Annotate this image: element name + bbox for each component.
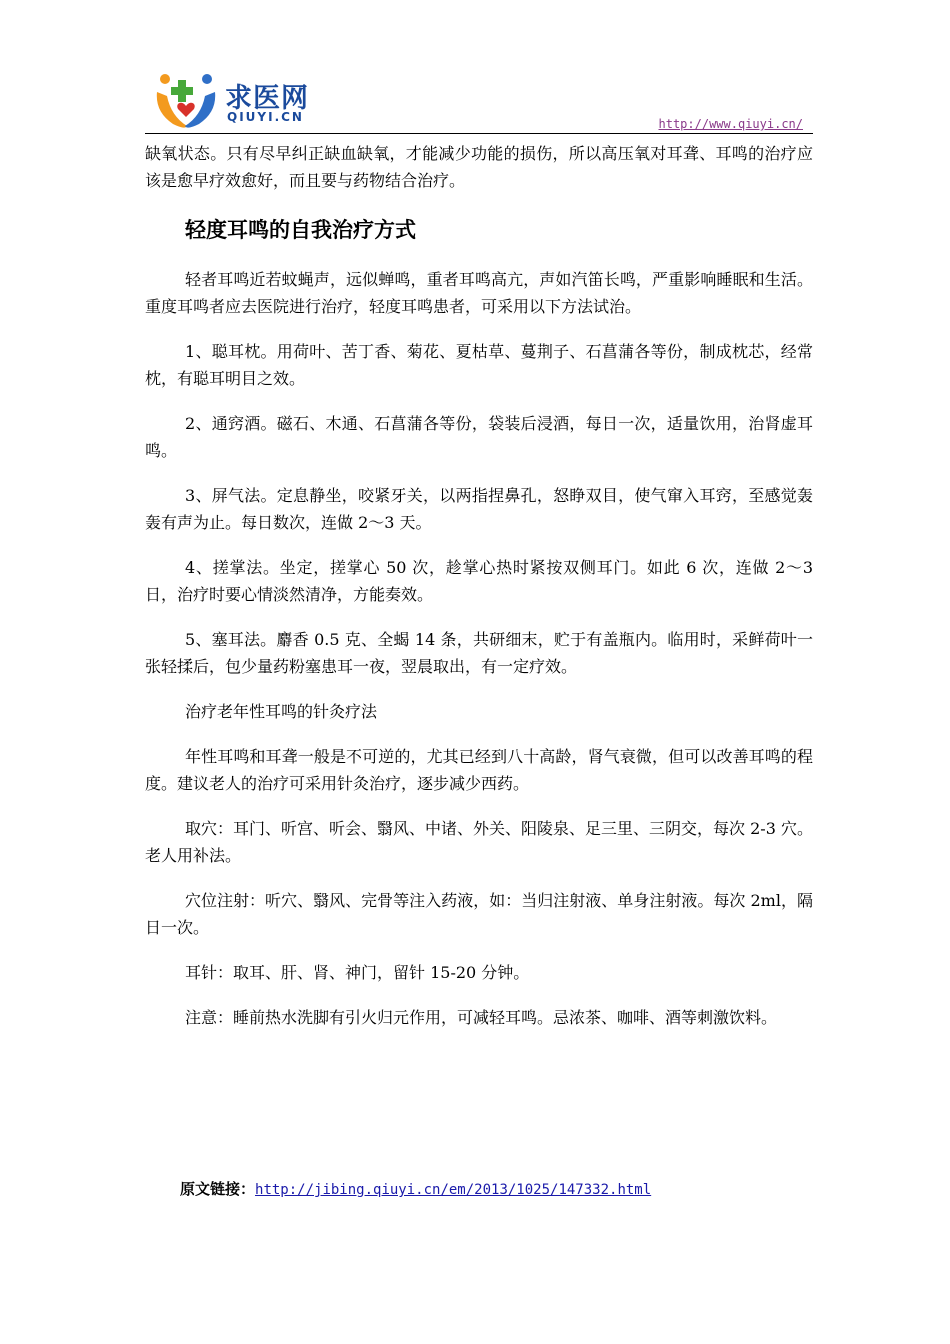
paragraph-continuation: 缺氧状态。只有尽早纠正缺血缺氧，才能减少功能的损伤，所以高压氧对耳聋、耳鸣的治疗应该是愈早疗效愈好，而且要与药物结合治疗。 [145,144,813,190]
paragraph-method-4: 4、搓掌法。坐定，搓掌心 50 次，趁掌心热时紧按双侧耳门。如此 6 次，连做 2～3 日，治疗时要心情淡然清净，方能奏效。 [145,558,813,604]
source-link[interactable]: http://jibing.qiuyi.cn/em/2013/1025/147332.html [255,1182,652,1198]
paragraph-subheading: 治疗老年性耳鸣的针灸疗法 [185,702,378,721]
paragraph-method-3: 3、屏气法。定息静坐，咬紧牙关，以两指捏鼻孔，怒睁双目，使气窜入耳窍，至感觉轰轰有声为止。每日数次，连做 2～3 天。 [145,486,813,532]
header-divider [145,133,813,134]
paragraph-method-5: 5、塞耳法。麝香 0.5 克、全蝎 14 条，共研细末，贮于有盖瓶内。临用时，采鲜荷叶一张轻揉后，包少量药粉塞患耳一夜，翌晨取出，有一定疗效。 [145,630,813,676]
paragraph-elderly: 年性耳鸣和耳聋一般是不可逆的，尤其已经到八十高龄，肾气衰微，但可以改善耳鸣的程度。建议老人的治疗可采用针灸治疗，逐步减少西药。 [145,747,813,793]
section-heading: 轻度耳鸣的自我治疗方式 [185,218,416,242]
article-body [145,140,813,1031]
logo-text-chinese: 求医网 [225,83,309,114]
paragraph-injection: 穴位注射：听穴、翳风、完骨等注入药液，如：当归注射液、单身注射液。每次 2ml，隔日一次。 [145,891,813,937]
page-header [145,62,813,134]
paragraph-intro: 轻者耳鸣近若蚊蝇声，远似蝉鸣，重者耳鸣高亢，声如汽笛长鸣，严重影响睡眠和生活。重度耳鸣者应去医院进行治疗，轻度耳鸣患者，可采用以下方法试治。 [145,270,813,316]
source-link-label: 原文链接： [180,1180,256,1198]
logo-text-english: QIUYI.CN [227,110,304,124]
source-link-footer [180,1178,651,1199]
qiuyi-logo-icon [151,70,221,130]
paragraph-method-2: 2、通窍酒。磁石、木通、石菖蒲各等份，袋装后浸酒，每日一次，适量饮用，治肾虚耳鸣。 [145,414,813,460]
paragraph-notice: 注意：睡前热水洗脚有引火归元作用，可减轻耳鸣。忌浓茶、咖啡、酒等刺激饮料。 [185,1008,778,1027]
site-logo[interactable] [151,68,331,130]
paragraph-acupoints: 取穴：耳门、听宫、听会、翳风、中诸、外关、阳陵泉、足三里、三阴交，每次 2-3 穴。老人用补法。 [145,819,813,865]
paragraph-ear-needle: 耳针：取耳、肝、肾、神门，留针 15-20 分钟。 [185,963,530,982]
paragraph-method-1: 1、聪耳枕。用荷叶、苦丁香、菊花、夏枯草、蔓荆子、石菖蒲各等份，制成枕芯，经常枕，有聪耳明目之效。 [145,342,813,388]
header-site-link[interactable]: http://www.qiuyi.cn/ [658,117,803,131]
